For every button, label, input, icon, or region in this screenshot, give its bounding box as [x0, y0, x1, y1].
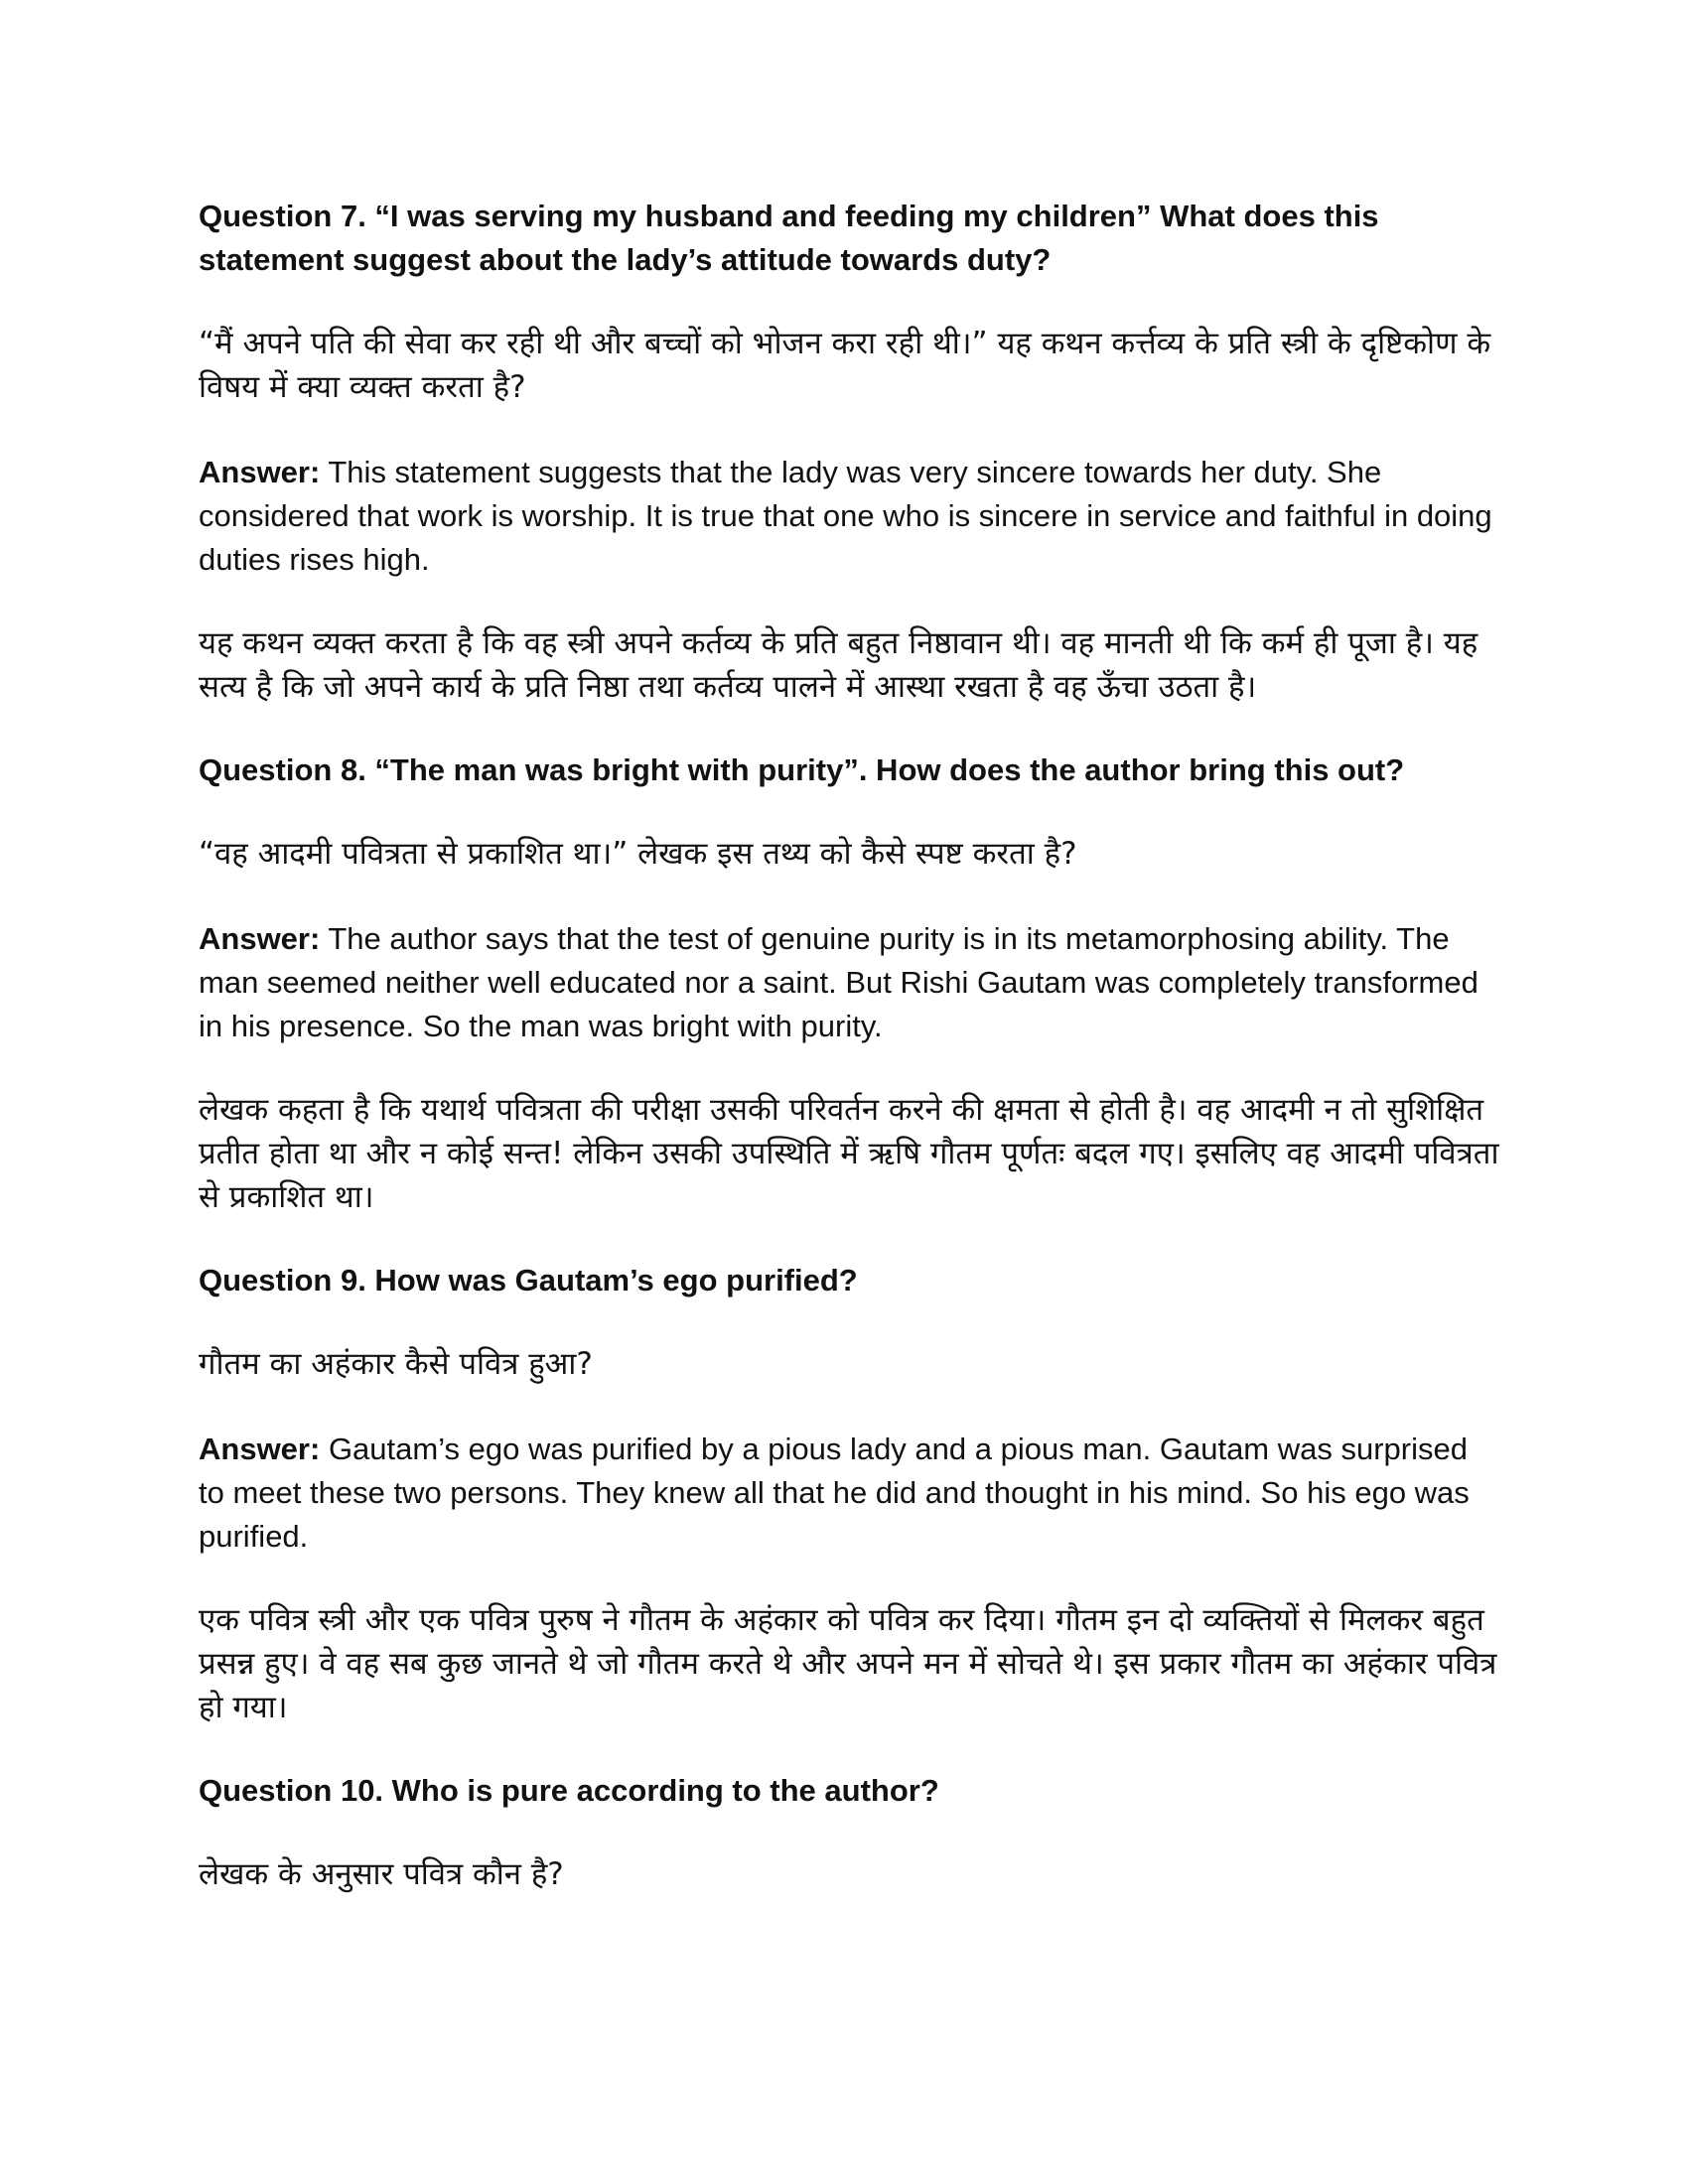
question-heading: Question 8. “The man was bright with purity”. How does the author bring this out?	[199, 752, 1405, 787]
document-page	[199, 195, 1499, 1938]
answer-paragraph	[199, 451, 1499, 582]
question-heading: Question 10. Who is pure according to the author?	[199, 1773, 939, 1808]
answer-label: Answer:	[199, 455, 321, 489]
answer-label: Answer:	[199, 921, 321, 956]
question-block-8	[199, 749, 1499, 1219]
answer-paragraph	[199, 1428, 1499, 1559]
question-hindi: “वह आदमी पवित्रता से प्रकाशित था।” लेखक इस तथ्य को कैसे स्पष्ट करता है?	[199, 836, 1077, 872]
question-hindi: “मैं अपने पति की सेवा कर रही थी और बच्चों को भोजन करा रही थी।” यह कथन कर्त्तव्य के प्रति स्त्री के दृष्टिकोण के विषय में क्या व्यक्त करता है?	[199, 326, 1491, 405]
answer-text: The author says that the test of genuine purity is in its metamorphosing ability. The man seemed neither well educated nor a saint. But Rishi Gautam was completely transformed in his presence. So the man was bright with purity.	[199, 921, 1478, 1043]
answer-paragraph	[199, 917, 1499, 1048]
question-block-10	[199, 1769, 1499, 1896]
answer-hindi: यह कथन व्यक्त करता है कि वह स्त्री अपने कर्तव्य के प्रति बहुत निष्ठावान थी। वह मानती थी कि कर्म ही पूजा है। यह सत्य है कि जो अपने कार्य के प्रति निष्ठा तथा कर्तव्य पालने में आस्था रखता है वह ऊँचा उठता है।	[199, 625, 1478, 705]
answer-text: Gautam’s ego was purified by a pious lady and a pious man. Gautam was surprised to meet these two persons. They knew all that he did and thought in his mind. So his ego was purified.	[199, 1432, 1470, 1554]
question-hindi: लेखक के अनुसार पवित्र कौन है?	[199, 1856, 564, 1892]
answer-label: Answer:	[199, 1432, 321, 1466]
answer-hindi: एक पवित्र स्त्री और एक पवित्र पुरुष ने गौतम के अहंकार को पवित्र कर दिया। गौतम इन दो व्यक्तियों से मिलकर बहुत प्रसन्न हुए। वे वह सब कुछ जानते थे जो गौतम करते थे और अपने मन में सोचते थे। इस प्रकार गौतम का अहंकार पवित्र हो गया।	[199, 1602, 1497, 1725]
answer-text: This statement suggests that the lady was very sincere towards her duty. She considered that work is worship. It is true that one who is sincere in service and faithful in doing duties rises high.	[199, 455, 1492, 577]
answer-hindi: लेखक कहता है कि यथार्थ पवित्रता की परीक्षा उसकी परिवर्तन करने की क्षमता से होती है। वह आदमी न तो सुशिक्षित प्रतीत होता था और न कोई सन्त! लेकिन उसकी उपस्थिति में ऋषि गौतम पूर्णतः बदल गए। इसलिए वह आदमी पवित्रता से प्रकाशित था।	[199, 1092, 1499, 1215]
question-heading: Question 7. “I was serving my husband and feeding my children” What does this statement suggest about the lady’s attitude towards duty?	[199, 199, 1379, 277]
question-hindi: गौतम का अहंकार कैसे पवित्र हुआ?	[199, 1346, 593, 1382]
question-block-7	[199, 195, 1499, 709]
question-heading: Question 9. How was Gautam’s ego purified?	[199, 1263, 858, 1297]
question-block-9	[199, 1259, 1499, 1729]
